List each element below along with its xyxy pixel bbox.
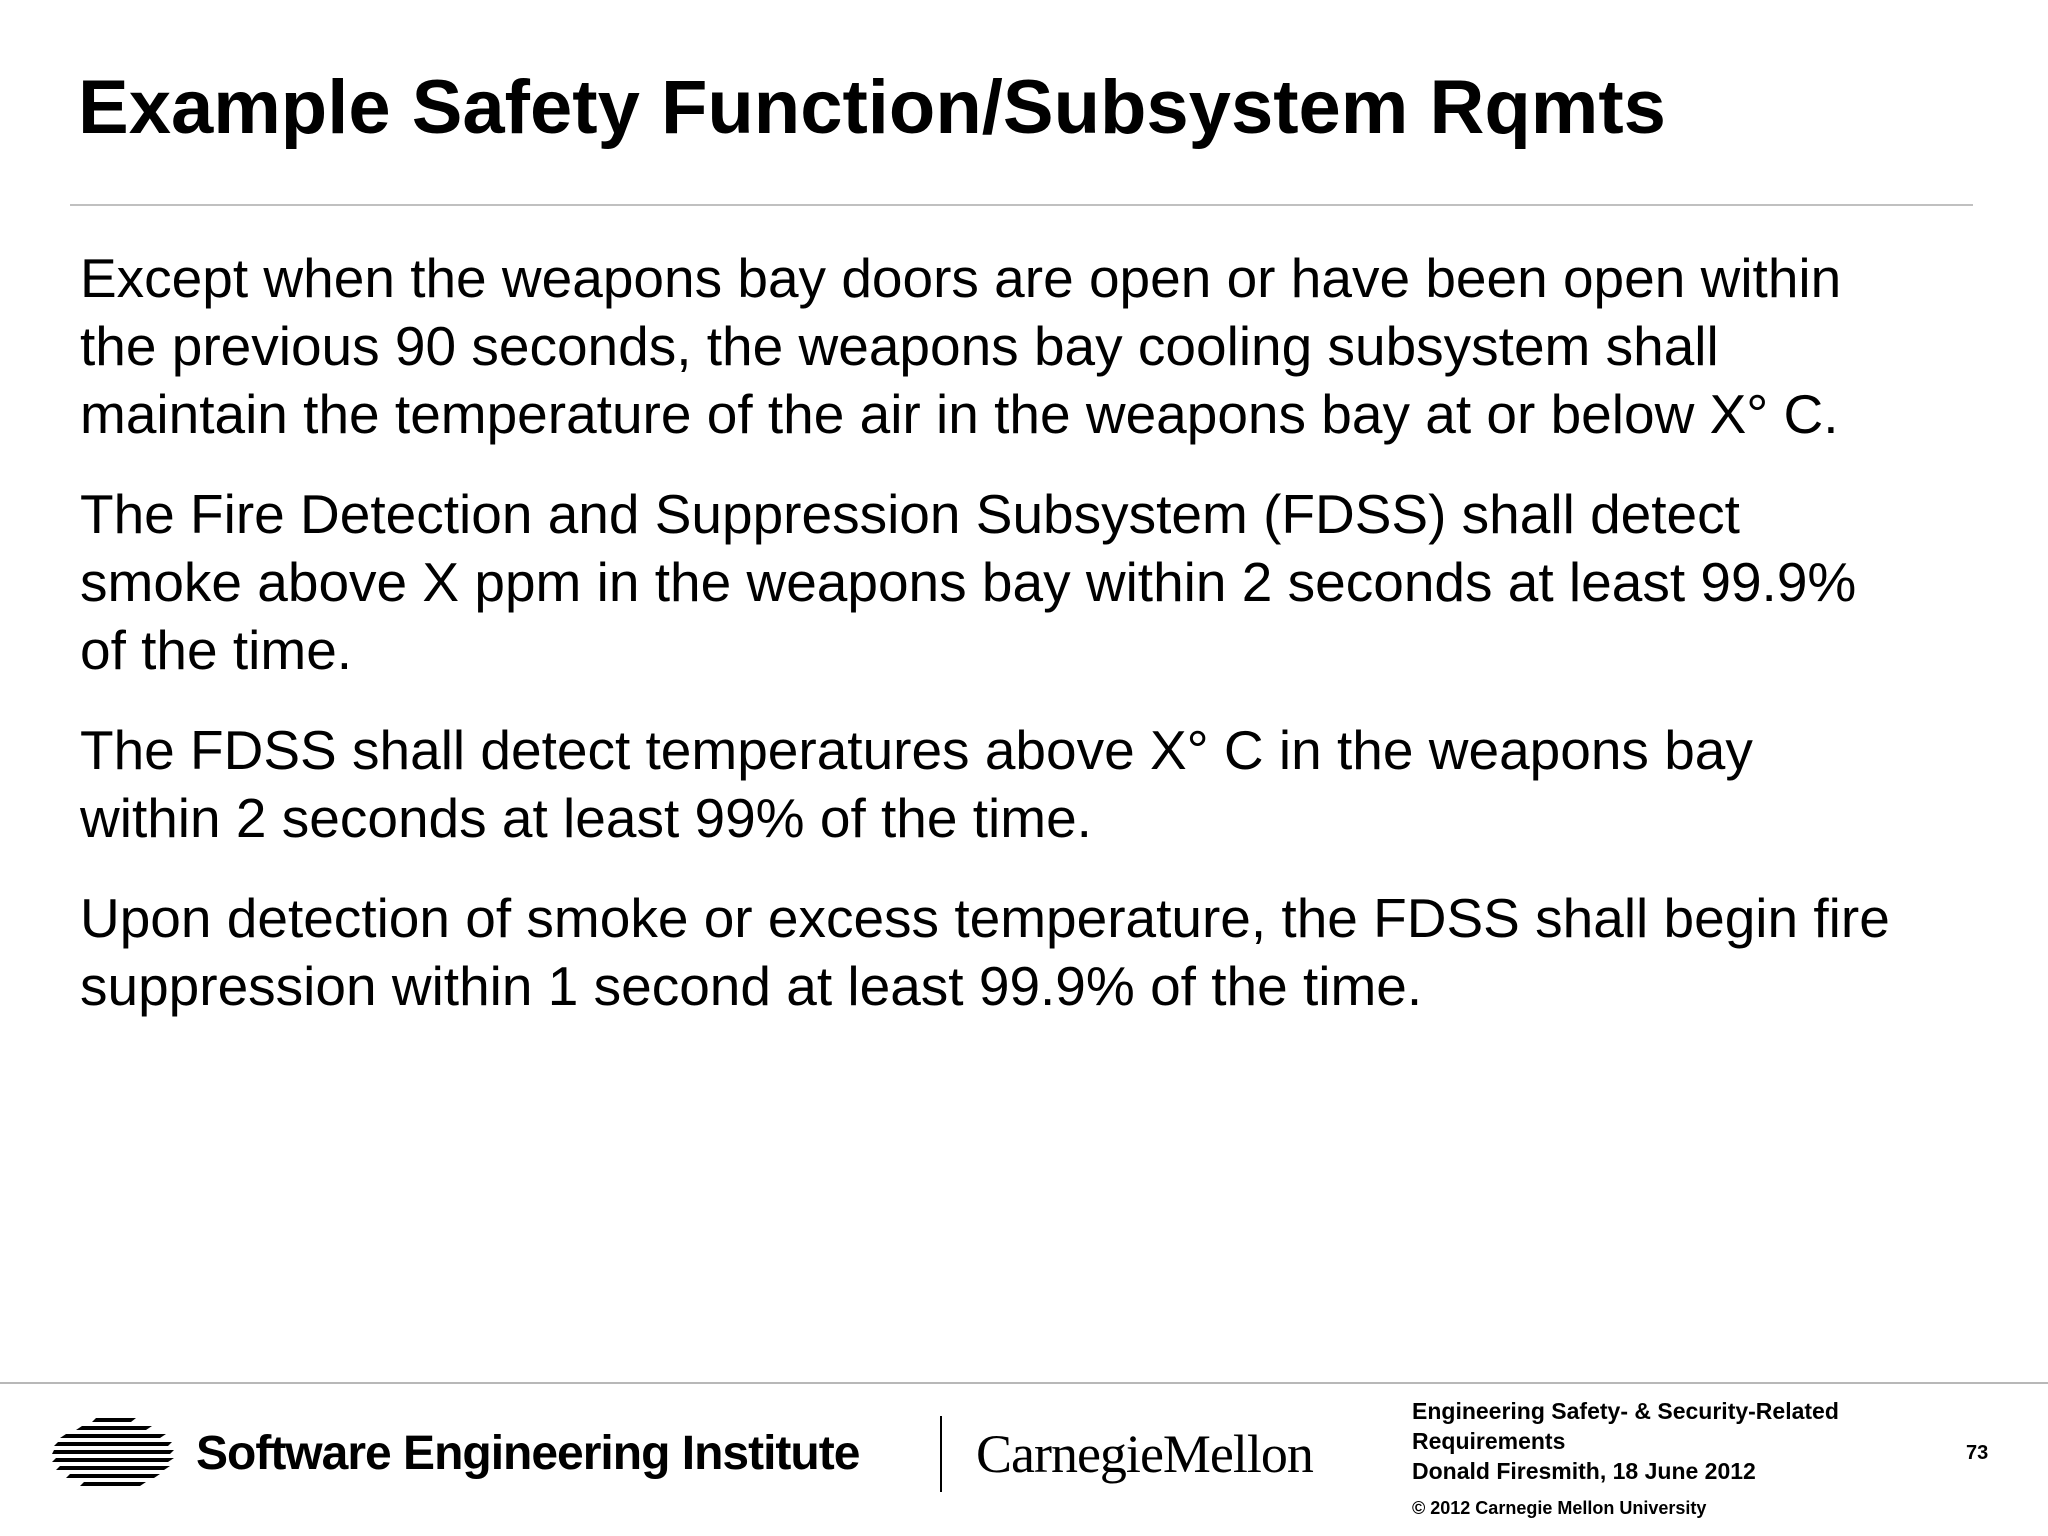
paragraph-line: The Fire Detection and Suppression Subsystem (FDSS) shall detect: [80, 483, 1740, 545]
paragraph-line: of the time.: [80, 619, 353, 681]
footer-presentation-info: [1412, 1396, 1839, 1486]
requirement-paragraph-fire-suppression: [80, 884, 1980, 1020]
paragraph-line: maintain the temperature of the air in the weapons bay at or below X° C.: [80, 383, 1839, 445]
footer-copyright: © 2012 Carnegie Mellon University: [1412, 1498, 1707, 1518]
paragraph-line: The FDSS shall detect temperatures above X° C in the weapons bay: [80, 719, 1753, 781]
paragraph-line: suppression within 1 second at least 99.9% of the time.: [80, 955, 1423, 1017]
paragraph-line: Except when the weapons bay doors are open or have been open within: [80, 247, 1842, 309]
requirement-paragraph-smoke-detection: [80, 480, 1980, 684]
slide-title: Example Safety Function/Subsystem Rqmts: [78, 65, 1666, 150]
logo-divider: [940, 1416, 942, 1492]
paragraph-line: the previous 90 seconds, the weapons bay cooling subsystem shall: [80, 315, 1719, 377]
paragraph-line: smoke above X ppm in the weapons bay within 2 seconds at least 99.9%: [80, 551, 1857, 613]
footer-title-line-2: Requirements: [1412, 1428, 1566, 1454]
footer-title-line-1: Engineering Safety- & Security-Related: [1412, 1398, 1839, 1424]
page-number: 73: [1966, 1442, 1989, 1464]
title-divider: [70, 204, 1973, 206]
sei-logo-icon: [52, 1416, 176, 1492]
paragraph-line: Upon detection of smoke or excess temperature, the FDSS shall begin fire: [80, 887, 1890, 949]
cmu-wordmark: CarnegieMellon: [976, 1424, 1313, 1484]
footer-author-date: Donald Firesmith, 18 June 2012: [1412, 1458, 1756, 1484]
paragraph-line: within 2 seconds at least 99% of the time.: [80, 787, 1092, 849]
requirement-paragraph-cooling: [80, 244, 1980, 448]
slide-body: [80, 244, 1980, 1052]
footer-divider: [0, 1382, 2048, 1384]
requirement-paragraph-temperature-detection: [80, 716, 1980, 852]
sei-wordmark: Software Engineering Institute: [196, 1427, 860, 1480]
